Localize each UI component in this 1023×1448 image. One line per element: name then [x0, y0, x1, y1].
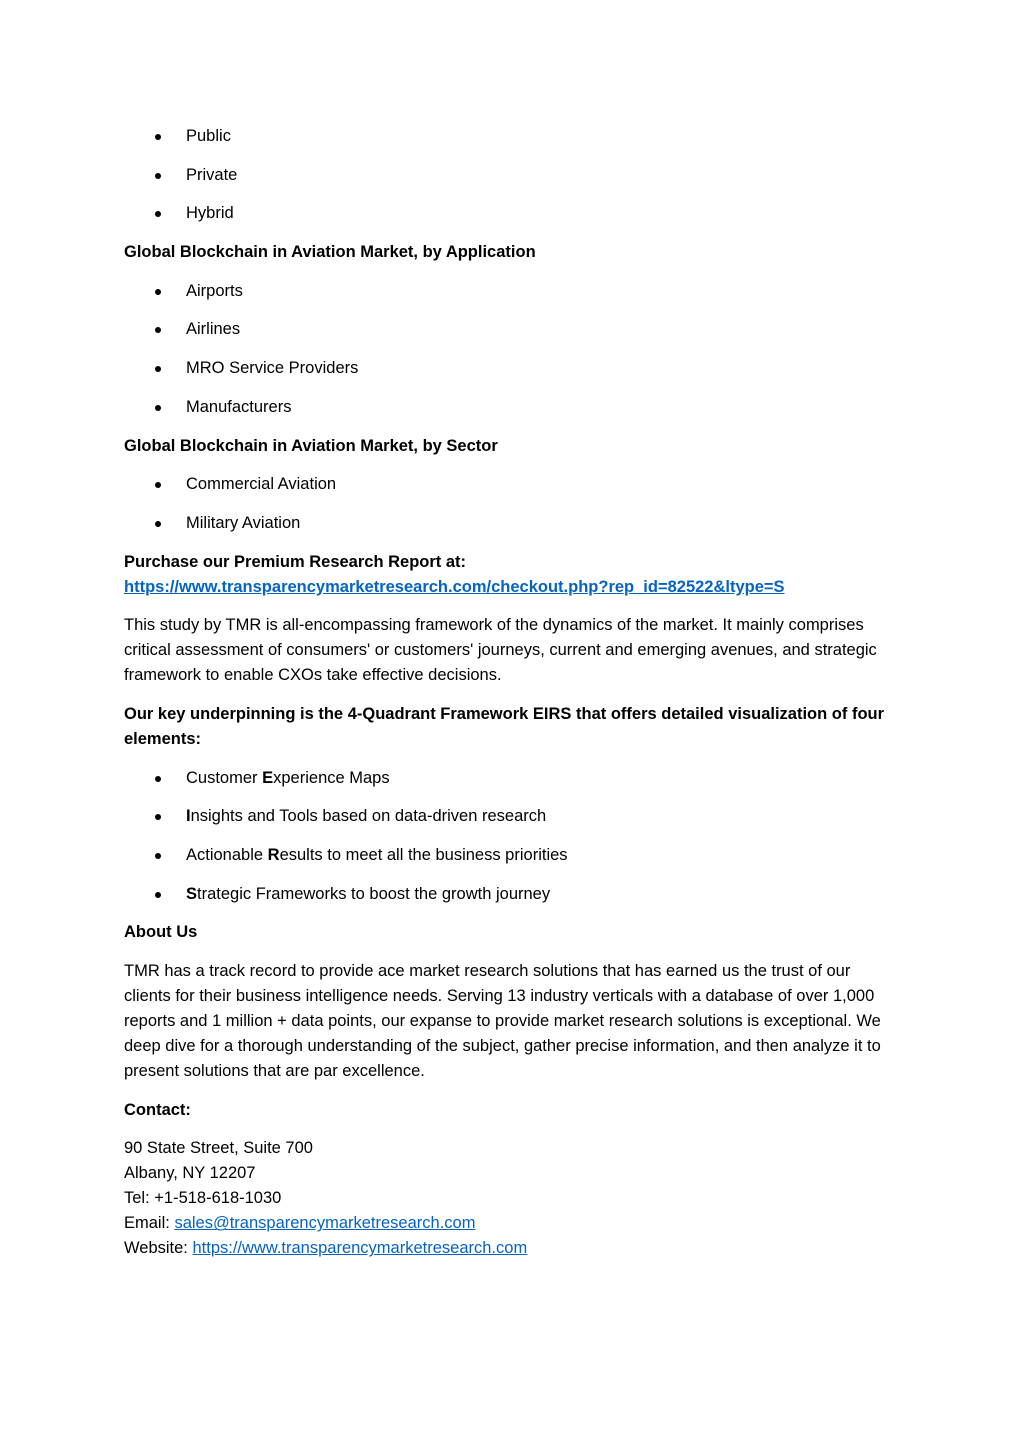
list-item: Military Aviation — [124, 511, 899, 536]
list-item: Insights and Tools based on data-driven research — [124, 804, 899, 829]
contact-heading: Contact: — [124, 1100, 191, 1119]
list-item: Public — [124, 124, 899, 149]
email-label: Email: — [124, 1214, 175, 1233]
bullet-icon — [155, 892, 161, 898]
website-label: Website: — [124, 1239, 193, 1258]
purchase-label: Purchase our Premium Research Report at: — [124, 552, 467, 571]
list-item: Manufacturers — [124, 395, 899, 420]
document-page — [124, 124, 899, 1261]
bullet-icon — [155, 405, 161, 411]
address-line-2: Albany, NY 12207 — [124, 1164, 256, 1183]
framework-list — [124, 766, 899, 907]
bullet-icon — [155, 814, 161, 820]
bullet-icon — [155, 521, 161, 527]
list-item: Hybrid — [124, 201, 899, 226]
list-item: Strategic Frameworks to boost the growth journey — [124, 882, 899, 907]
bullet-icon — [155, 776, 161, 782]
bullet-icon — [155, 173, 161, 179]
list-item: Commercial Aviation — [124, 472, 899, 497]
deployment-list — [124, 124, 899, 226]
sector-heading: Global Blockchain in Aviation Market, by Sector — [124, 436, 498, 455]
contact-block — [124, 1136, 899, 1261]
bullet-icon — [155, 482, 161, 488]
address-line-1: 90 State Street, Suite 700 — [124, 1139, 313, 1158]
bullet-icon — [155, 366, 161, 372]
list-item: Private — [124, 163, 899, 188]
purchase-block — [124, 550, 899, 600]
list-item: MRO Service Providers — [124, 356, 899, 381]
bullet-icon — [155, 853, 161, 859]
website-line — [124, 1236, 899, 1261]
about-heading: About Us — [124, 923, 198, 942]
about-paragraph: TMR has a track record to provide ace market research solutions that has earned us the trust of our clients for their business intelligence needs. Serving 13 industry verticals with a database of over 1,000 reports and 1 million + data points, our expanse to provide market research solutions is exceptional. We deep dive for a thorough understanding of the subject, gather precise information, and then analyze it to present solutions that are par excellence. — [124, 962, 881, 1081]
bullet-icon — [155, 289, 161, 295]
purchase-report-link[interactable]: https://www.transparencymarketresearch.com/checkout.php?rep_id=82522&ltype=S — [124, 577, 785, 596]
email-link[interactable]: sales@transparencymarketresearch.com — [174, 1214, 476, 1233]
framework-heading: Our key underpinning is the 4-Quadrant Framework EIRS that offers detailed visualization of four elements: — [124, 704, 885, 748]
application-list — [124, 279, 899, 420]
sector-list — [124, 472, 899, 536]
bullet-icon — [155, 211, 161, 217]
email-line — [124, 1211, 899, 1236]
application-heading: Global Blockchain in Aviation Market, by Application — [124, 243, 536, 262]
bullet-icon — [155, 327, 161, 333]
list-item: Airlines — [124, 317, 899, 342]
list-item: Customer Experience Maps — [124, 766, 899, 791]
telephone: Tel: +1-518-618-1030 — [124, 1189, 282, 1208]
website-link[interactable]: https://www.transparencymarketresearch.com — [192, 1239, 528, 1258]
study-paragraph: This study by TMR is all-encompassing framework of the dynamics of the market. It mainly comprises critical assessment of consumers' or customers' journeys, current and emerging avenues, and strategic framework to enable CXOs take effective decisions. — [124, 616, 877, 685]
list-item: Actionable Results to meet all the business priorities — [124, 843, 899, 868]
bullet-icon — [155, 134, 161, 140]
list-item: Airports — [124, 279, 899, 304]
